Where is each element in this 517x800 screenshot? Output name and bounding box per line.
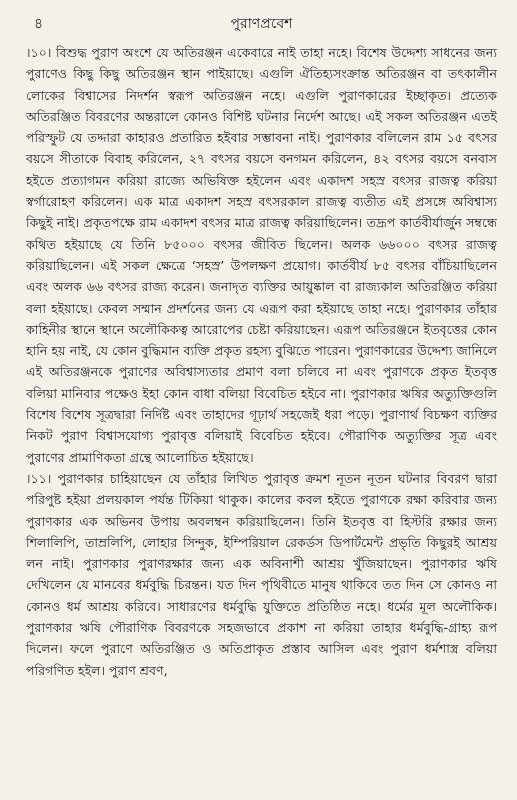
paragraph-text: পুরাণকার চাহিয়াছেন যে তাঁহার লিখিত পুরাবৃত্ত ক্রমশ নূতন নূতন ঘটনার বিবরণ দ্বারা পরিপুষ্ট হইয়া প্রলয়কাল পর্যন্ত টিকিয়া থাকুক। কালের কবল হইতে পুরাণকে রক্ষা করিবার জন্য পুরাণকার এক অভিনব উপায় অবলম্বন করিয়াছিলেন। তিনি ইতবৃত্ত বা হিস্টরি রক্ষার জন্য শিলালিপি, তাম্রলিপি, লোহার সিন্দুক, ইম্পিরিয়াল রেকর্ডস ডিপার্টমেন্ট প্রভৃতি কিছুরই আশ্রয় লন নাই। পুরাণকার পুরাণরক্ষার জন্য এক অবিনাশী আশ্রয় খুঁজিয়াছেন। পুরাণকার ঋষি দেখিলেন যে মানবের ধর্মবুদ্ধি চিরন্তন। যত দিন পৃথিবীতে মানুষ থাকিবে তত দিন সে কোনও না কোনও ধর্ম আশ্রয় করিবে। সাধারণের ধর্মবুদ্ধি যুক্তিতে প্রতিষ্ঠিত নহে। ধর্মের মূল অলৌকিক। পুরাণকার ঋষি পৌরাণিক বিবরণকে সহজভাবে প্রকাশ না করিয়া তাহার ধর্মবুদ্ধি-গ্রাহ্য রূপ দিলেন। ফলে পুরাণে অতিরঞ্জিত ও অতিপ্রাকৃত প্রস্তাব আসিল এবং পুরাণ ধর্মশাস্ত্র বলিয়া পরিগণিত হইল। পুরাণ শ্রবণ,	[26, 470, 497, 678]
paragraph-text: বিশুদ্ধ পুরাণ অংশে যে অতিরঞ্জন একেবারে নাই তাহা নহে। বিশেষ উদ্দেশ্য সাধনের জন্য পুরাণেও কিছু কিছু অতিরঞ্জন স্থান পাইয়াছে। এগুলি ঐতিহ্যসংক্রান্ত অতিরঞ্জন বা তৎকালীন লোকের বিশ্বাসের নিদর্শন স্বরূপ অতিরঞ্জন নহে। এগুলি পুরাণকারের ইচ্ছাকৃত। প্রত্যেক অতিরঞ্জিত বিবরণের অন্তরালে কোনও বিশিষ্ট ঘটনার নির্দেশ আছে। এই সকল অতিরঞ্জন এতই পরিস্ফুট যে তদ্দারা কাহারও প্রতারিত হইবার সম্ভাবনা নাই। পুরাণকার বলিলেন রাম ১৫ বৎসর বয়সে সীতাকে বিবাহ করিলেন, ২৭ বৎসর বয়সে বনগমন করিলেন, ৪২ বৎসর বয়সে বনবাস হইতে প্রত্যাগমন করিয়া রাজ্যে অভিষিক্ত হইলেন এবং একাদশ সহস্র বৎসর রাজত্ব করিয়া স্বর্গারোহণ করিলেন। এক মাত্র একাদশ সহস্র বৎসরকাল রাজত্ব ব্যতীত এই প্রসঙ্গে অবিশ্বাস্য কিছুই নাই। প্রকৃতপক্ষে রাম একাদশ বৎসর মাত্র রাজত্ব করিয়াছিলেন। তদ্রূপ কার্তবীর্যার্জুন সম্বন্ধে কথিত হইয়াছে যে তিনি ৮৫০০০ বৎসর জীবিত ছিলেন। অলক ৬৬০০০ বৎসর রাজত্ব করিয়াছিলেন। এই সকল ক্ষেত্রে ‘সহস্র’ উপলক্ষণ প্রয়োগ। কার্তবীর্য ৮৫ বৎসর বাঁচিয়াছিলেন এবং অলক ৬৬ বৎসর রাজ্য করেন। জনাদৃত ব্যক্তির আয়ুষ্কাল বা রাজ্যকাল অতিরঞ্জিত করিয়া বলা হইয়াছে। কেবল সম্মান প্রদর্শনের জন্য যে এরূপ করা হইয়াছে তাহা নহে। পুরাণকার তাঁহার কাহিনীর স্থানে স্থানে অলৌকিকত্ব আরোপের চেষ্টা করিয়াছেন। এরূপ অতিরঞ্জনে ইতবৃত্তের কোন হানি হয় নাই, যে কোন বুদ্ধিমান ব্যক্তি প্রকৃত রহস্য বুঝিতে পারেন। পুরাণকারের উদ্দেশ্য জানিলে এই অতিরঞ্জনকে পুরাণের অবিশ্বাস্যতার প্রমাণ বলা চলিবে না এবং পুরাণকে প্রকৃত ইতবৃত্ত বলিয়া মানিবার পক্ষেও ইহা কোন বাধা বলিয়া বিবেচিত হইবে না। পুরাণকার ঋষির অত্যুক্তিগুলি বিশেষ বিশেষ সূত্রদ্বারা নির্দিষ্ট এবং তাহাদের গূঢ়ার্থ সহজেই ধরা পড়ে। পুরাণার্থ বিচক্ষণ ব্যক্তির নিকট পুরাণ বিশ্বাসযোগ্য পুরাবৃত্ত বলিয়াই বিবেচিত হইবে। পৌরাণিক অত্যুক্তির সূত্র এবং পুরাণের প্রামাণিকতা গ্রন্থে আলোচিত হইয়াছে।	[26, 45, 497, 465]
paragraph-number: ।১১।	[26, 470, 52, 486]
paragraph-number: ।১০।	[26, 45, 52, 60]
page-number: ৪	[34, 16, 44, 32]
running-head: পুরাণপ্রবেশ	[230, 16, 293, 32]
paragraph-11	[26, 468, 497, 681]
page-header	[26, 0, 497, 42]
body-text	[26, 42, 497, 681]
paragraph-10	[26, 42, 497, 468]
